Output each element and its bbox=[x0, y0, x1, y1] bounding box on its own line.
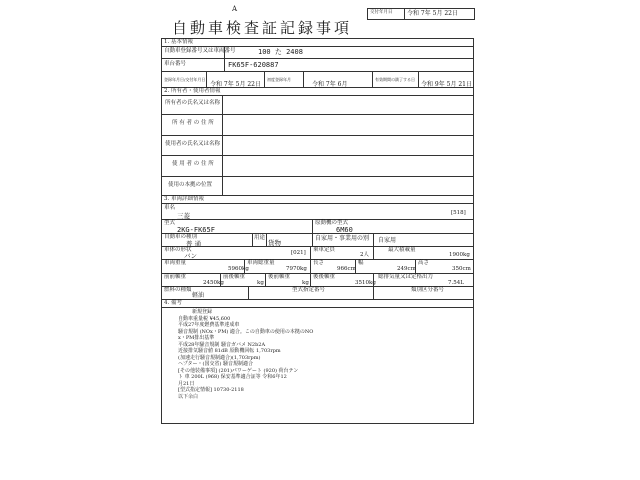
car-name-label: 車名 bbox=[164, 205, 176, 211]
expiry-value: 令和 9年 5月 21日 bbox=[421, 81, 472, 88]
first-year-label: 初度登録年月 bbox=[267, 77, 291, 82]
weight-label: 車両重量 bbox=[164, 260, 187, 266]
reg-number-value: 100 た 2408 bbox=[258, 48, 303, 56]
car-name-code: [518] bbox=[451, 210, 466, 216]
engine-label: 原動機の型式 bbox=[315, 220, 349, 226]
rear-rear-axle-value: 3510kg bbox=[355, 280, 376, 286]
front-rear-axle-value: kg bbox=[257, 280, 264, 286]
height-label: 高さ bbox=[418, 260, 430, 266]
private-value: 自家用 bbox=[378, 237, 397, 244]
section-vehicle-label: 3. 車両詳細情報 bbox=[164, 196, 204, 202]
header-mark: A bbox=[232, 5, 238, 13]
capacity-label: 乗車定員 bbox=[313, 247, 336, 253]
chassis-label: 車台番号 bbox=[164, 61, 187, 67]
issue-date-label: 交付年月日 bbox=[370, 10, 393, 15]
rear-front-axle-label: 後前軸重 bbox=[268, 274, 291, 280]
body-value: バン bbox=[184, 252, 197, 260]
max-load-value: 1900kg bbox=[449, 252, 470, 258]
owner-name-label: 所有者の氏名又は名称 bbox=[165, 100, 221, 106]
first-reg-label: 登録年月日/交付年月日 bbox=[164, 77, 206, 82]
remarks-line: ト 車 200L (968) 保安基準適合証等 令和6年12 bbox=[178, 374, 287, 380]
car-name-value: 三菱 bbox=[177, 212, 190, 220]
remarks-line: [その他装備事項] (201)パワーゲート (920) 荷台テン bbox=[178, 367, 299, 374]
fuel-value: 軽油 bbox=[192, 292, 205, 299]
first-year-value: 令和 7年 6月 bbox=[312, 81, 348, 88]
front-front-axle-value: 2450kg bbox=[203, 280, 224, 286]
length-value: 966cm bbox=[337, 266, 356, 272]
remarks-line: 新規登録 bbox=[192, 309, 213, 315]
kind-value: 普 通 bbox=[186, 240, 202, 248]
fuel-label: 燃料の種類 bbox=[164, 287, 192, 293]
remarks-line: 平成27年度燃費基準達成車 bbox=[178, 322, 240, 328]
remarks-line: [型式指定情報] 10730-2118 bbox=[178, 387, 244, 393]
remarks-line: x・PM排出基準 bbox=[178, 335, 215, 341]
weight-value: 5960kg bbox=[228, 266, 249, 272]
user-address-label: 使 用 者 の 住 所 bbox=[172, 161, 214, 167]
expiry-label: 有効期間の満了する日 bbox=[375, 77, 415, 82]
displacement-label: 総排気量又は定格出力 bbox=[378, 274, 434, 280]
section-remarks-label: 4. 備考 bbox=[164, 300, 182, 306]
issue-date-value: 令和 7年 5月 22日 bbox=[407, 10, 458, 17]
remarks-line: ヘプター・(国交省) 騒音規制適合 bbox=[178, 361, 253, 367]
displacement-value: 7.54L bbox=[448, 280, 464, 286]
remarks-line: 騒音規制 (NOx・PM) 適合。この自動車の使用の本拠のNO bbox=[178, 328, 314, 335]
remarks-line: 月21日 bbox=[178, 380, 195, 387]
section-owner-label: 2. 所有者・使用者情報 bbox=[164, 88, 221, 94]
owner-address-label: 所 有 者 の 住 所 bbox=[172, 120, 214, 126]
remarks-line: 平成28年騒音規制 騒音ガバメ N2b2A bbox=[178, 341, 266, 348]
base-location-label: 使用の本拠の位置 bbox=[168, 182, 213, 188]
rear-rear-axle-label: 後後軸重 bbox=[313, 274, 336, 280]
page-title: 自動車検査証記録事項 bbox=[172, 19, 353, 37]
section-basic-label: 1. 基本情報 bbox=[164, 39, 193, 45]
chassis-value: FK65F-620887 bbox=[228, 61, 279, 69]
remarks-block bbox=[178, 309, 313, 400]
type-designation-label: 型式指定番号 bbox=[292, 287, 326, 293]
reg-number-label: 自動車登録番号又は車両番号 bbox=[164, 48, 236, 54]
remarks-line: 以下余白 bbox=[178, 393, 199, 400]
front-rear-axle-label: 前後軸重 bbox=[223, 274, 246, 280]
front-front-axle-label: 前前軸重 bbox=[164, 274, 187, 280]
remarks-line: 自動車重量税 ¥45,600 bbox=[178, 315, 231, 322]
width-label: 幅 bbox=[358, 260, 364, 266]
use-value: 貨物 bbox=[268, 239, 281, 247]
height-value: 350cm bbox=[452, 266, 471, 272]
max-load-label: 最大積載量 bbox=[388, 247, 416, 253]
width-value: 249cm bbox=[397, 266, 416, 272]
model-label: 型式 bbox=[164, 220, 176, 226]
length-label: 長さ bbox=[313, 260, 325, 266]
remarks-line: 近接排気騒音値 81dB 原動機回転 1,703rpm bbox=[178, 348, 281, 354]
gross-label: 車両総重量 bbox=[247, 260, 275, 266]
remarks-line: (加速走行騒音規制適合)(1,703rpm) bbox=[178, 354, 261, 361]
rear-front-axle-value: kg bbox=[302, 280, 309, 286]
capacity-value: 2人 bbox=[360, 252, 369, 258]
first-reg-value: 令和 7年 5月 22日 bbox=[210, 81, 261, 88]
private-label: 自家用・事業用の別 bbox=[315, 235, 370, 242]
kind-label: 自動車の種別 bbox=[164, 234, 198, 240]
gross-value: 7970kg bbox=[286, 266, 307, 272]
model-value: 2KG-FK65F bbox=[177, 226, 215, 234]
category-label: 類別区分番号 bbox=[411, 287, 445, 293]
body-code: [021] bbox=[291, 250, 306, 256]
user-name-label: 使用者の氏名又は名称 bbox=[165, 141, 221, 147]
use-label: 用途 bbox=[254, 235, 266, 241]
body-label: 車体の形状 bbox=[164, 247, 192, 253]
engine-value: 6M60 bbox=[336, 226, 353, 234]
